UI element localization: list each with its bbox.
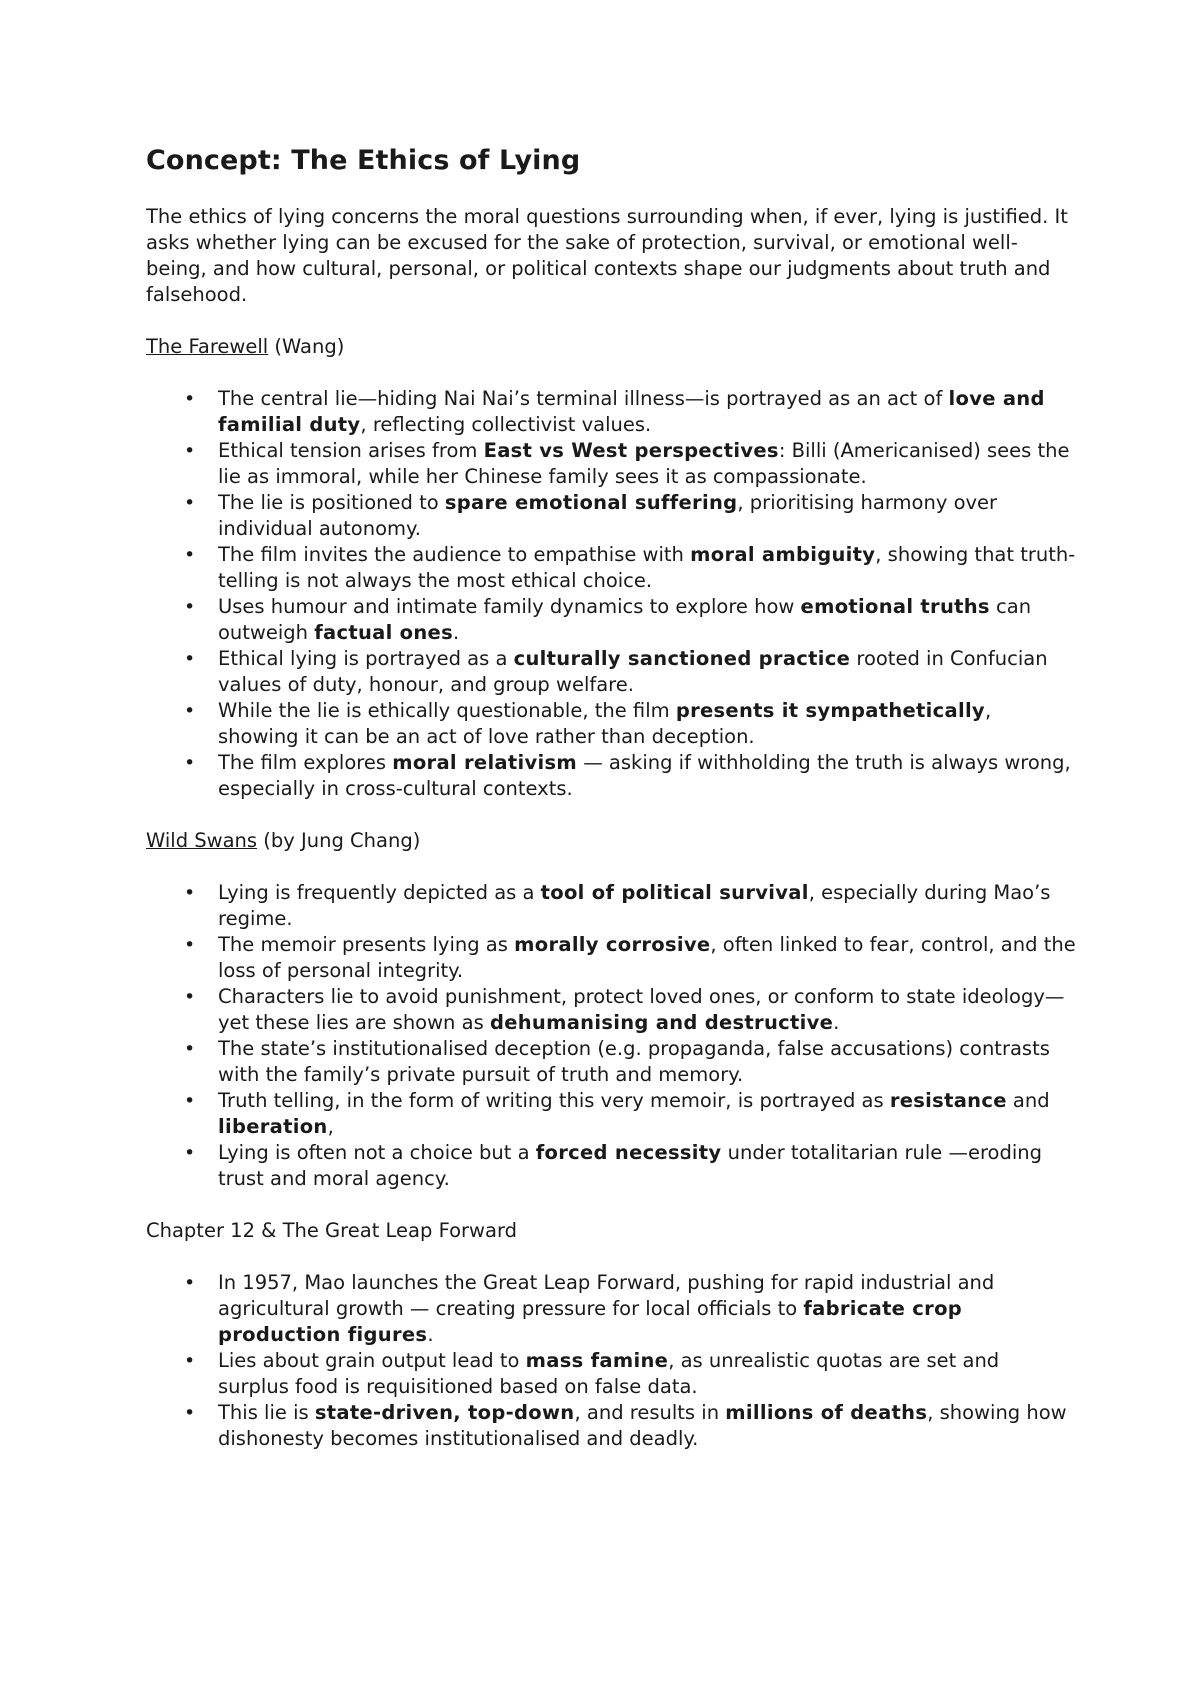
text-run: The central lie—hiding Nai Nai’s terminal illness—is portrayed as an act of	[218, 387, 949, 410]
bullet-list	[146, 386, 1076, 802]
bold-text: resistance	[889, 1089, 1007, 1112]
text-run: In 1957, Mao launches the Great Leap Forward, pushing for rapid industrial and agricultural growth — creating pressure for local officials to	[218, 1271, 995, 1320]
list-item	[146, 984, 1076, 1036]
text-run: , showing how dishonesty becomes institutionalised and deadly.	[218, 1401, 1067, 1450]
text-run: , prioritising harmony over individual autonomy.	[218, 491, 998, 540]
list-item	[146, 698, 1076, 750]
text-run: rooted in Confucian values of duty, honour, and group welfare.	[218, 647, 1048, 696]
text-run: The lie is positioned to	[218, 491, 445, 514]
bold-text: millions of deaths	[725, 1401, 928, 1424]
text-run: and	[1006, 1089, 1050, 1112]
bullet-list	[146, 880, 1076, 1192]
bold-text: culturally sanctioned practice	[513, 647, 851, 670]
text-run: .	[833, 1011, 840, 1034]
document-title: Concept: The Ethics of Lying	[146, 145, 581, 176]
list-item	[146, 1348, 1076, 1400]
list-item	[146, 646, 1076, 698]
bold-text: forced necessity	[535, 1141, 722, 1164]
text-run: , often linked to fear, control, and the loss of personal integrity.	[218, 933, 1076, 982]
work-title: The Farewell	[146, 335, 269, 358]
bold-text: tool of political survival	[540, 881, 809, 904]
text-run: — asking if withholding the truth is always wrong, especially in cross-cultural contexts.	[218, 751, 1071, 800]
heading-rest: (Wang)	[268, 335, 345, 358]
text-run: , as unrealistic quotas are set and surplus food is requisitioned based on false data.	[218, 1349, 1000, 1398]
text-run: Truth telling, in the form of writing this very memoir, is portrayed as	[218, 1089, 890, 1112]
text-run: : Billi (Americanised) sees the lie as immoral, while her Chinese family sees it as compassionate.	[218, 439, 1070, 488]
list-item	[146, 1400, 1076, 1452]
text-run: under totalitarian rule —eroding trust and moral agency.	[218, 1141, 1043, 1190]
list-item	[146, 594, 1076, 646]
section-chapter-12	[146, 1218, 1076, 1452]
bold-text: dehumanising and destructive	[489, 1011, 834, 1034]
text-run: The state’s institutionalised deception (e.g. propaganda, false accusations) contrasts with the family’s private pursuit of truth and memory.	[218, 1037, 1050, 1086]
list-item	[146, 438, 1076, 490]
list-item	[146, 542, 1076, 594]
text-run: Lying is frequently depicted as a	[218, 881, 541, 904]
text-run: Uses humour and intimate family dynamics to explore how	[218, 595, 801, 618]
text-run: The film invites the audience to empathise with	[218, 543, 691, 566]
text-run: The memoir presents lying as	[218, 933, 515, 956]
section-wild-swans	[146, 828, 1076, 1192]
bold-text: spare emotional suffering	[444, 491, 738, 514]
section-the-farewell	[146, 334, 1076, 802]
list-item	[146, 880, 1076, 932]
text-run: , reflecting collectivist values.	[360, 413, 652, 436]
text-run: Ethical tension arises from	[218, 439, 484, 462]
bold-text: love and familial duty	[218, 387, 1045, 436]
text-run: .	[452, 621, 460, 644]
text-run: , and results in	[574, 1401, 726, 1424]
text-run: , showing that truth-telling is not always the most ethical choice.	[218, 543, 1076, 592]
bold-text: state-driven, top-down	[314, 1401, 575, 1424]
document-page	[146, 142, 1076, 1478]
list-item	[146, 1036, 1076, 1088]
text-run: ,	[327, 1115, 334, 1138]
bold-text: factual ones	[314, 621, 453, 644]
bold-text: moral relativism	[392, 751, 578, 774]
list-item	[146, 1140, 1076, 1192]
heading-rest: (by Jung Chang)	[257, 829, 421, 852]
text-run: .	[427, 1323, 434, 1346]
bold-text: moral ambiguity	[690, 543, 876, 566]
section-heading	[146, 334, 1076, 360]
list-item	[146, 386, 1076, 438]
section-heading	[146, 828, 1076, 854]
bold-text: presents it sympathetically	[675, 699, 985, 722]
text-run: While the lie is ethically questionable, the film	[218, 699, 676, 722]
list-item	[146, 1270, 1076, 1348]
text-run: Lying is often not a choice but a	[218, 1141, 536, 1164]
section-heading	[146, 1218, 1076, 1244]
text-run: Characters lie to avoid punishment, protect loved ones, or conform to state ideology—yet these lies are shown as	[218, 985, 1065, 1034]
text-run: The film explores	[218, 751, 393, 774]
bold-text: liberation	[218, 1115, 328, 1138]
bold-text: emotional truths	[800, 595, 990, 618]
bold-text: mass famine	[525, 1349, 669, 1372]
text-run: , especially during Mao’s regime.	[218, 881, 1051, 930]
text-run: , showing it can be an act of love rather than deception.	[218, 699, 992, 748]
heading-rest: Chapter 12 & The Great Leap Forward	[146, 1219, 517, 1242]
list-item	[146, 1088, 1076, 1140]
bold-text: East vs West perspectives	[483, 439, 779, 462]
list-item	[146, 932, 1076, 984]
list-item	[146, 490, 1076, 542]
text-run: Ethical lying is portrayed as a	[218, 647, 514, 670]
work-title: Wild Swans	[146, 829, 258, 852]
text-run: This lie is	[218, 1401, 315, 1424]
bold-text: fabricate crop production figures	[218, 1297, 963, 1346]
bullet-list	[146, 1270, 1076, 1452]
bold-text: morally corrosive	[514, 933, 711, 956]
text-run: Lies about grain output lead to	[218, 1349, 526, 1372]
intro-paragraph: The ethics of lying concerns the moral questions surrounding when, if ever, lying is justified. It asks whether lying can be excused for the sake of protection, survival, or emotional well-being, and how cultural, personal, or political contexts shape our judgments about truth and falsehood.	[146, 205, 1068, 306]
list-item	[146, 750, 1076, 802]
text-run: can outweigh	[218, 595, 1032, 644]
